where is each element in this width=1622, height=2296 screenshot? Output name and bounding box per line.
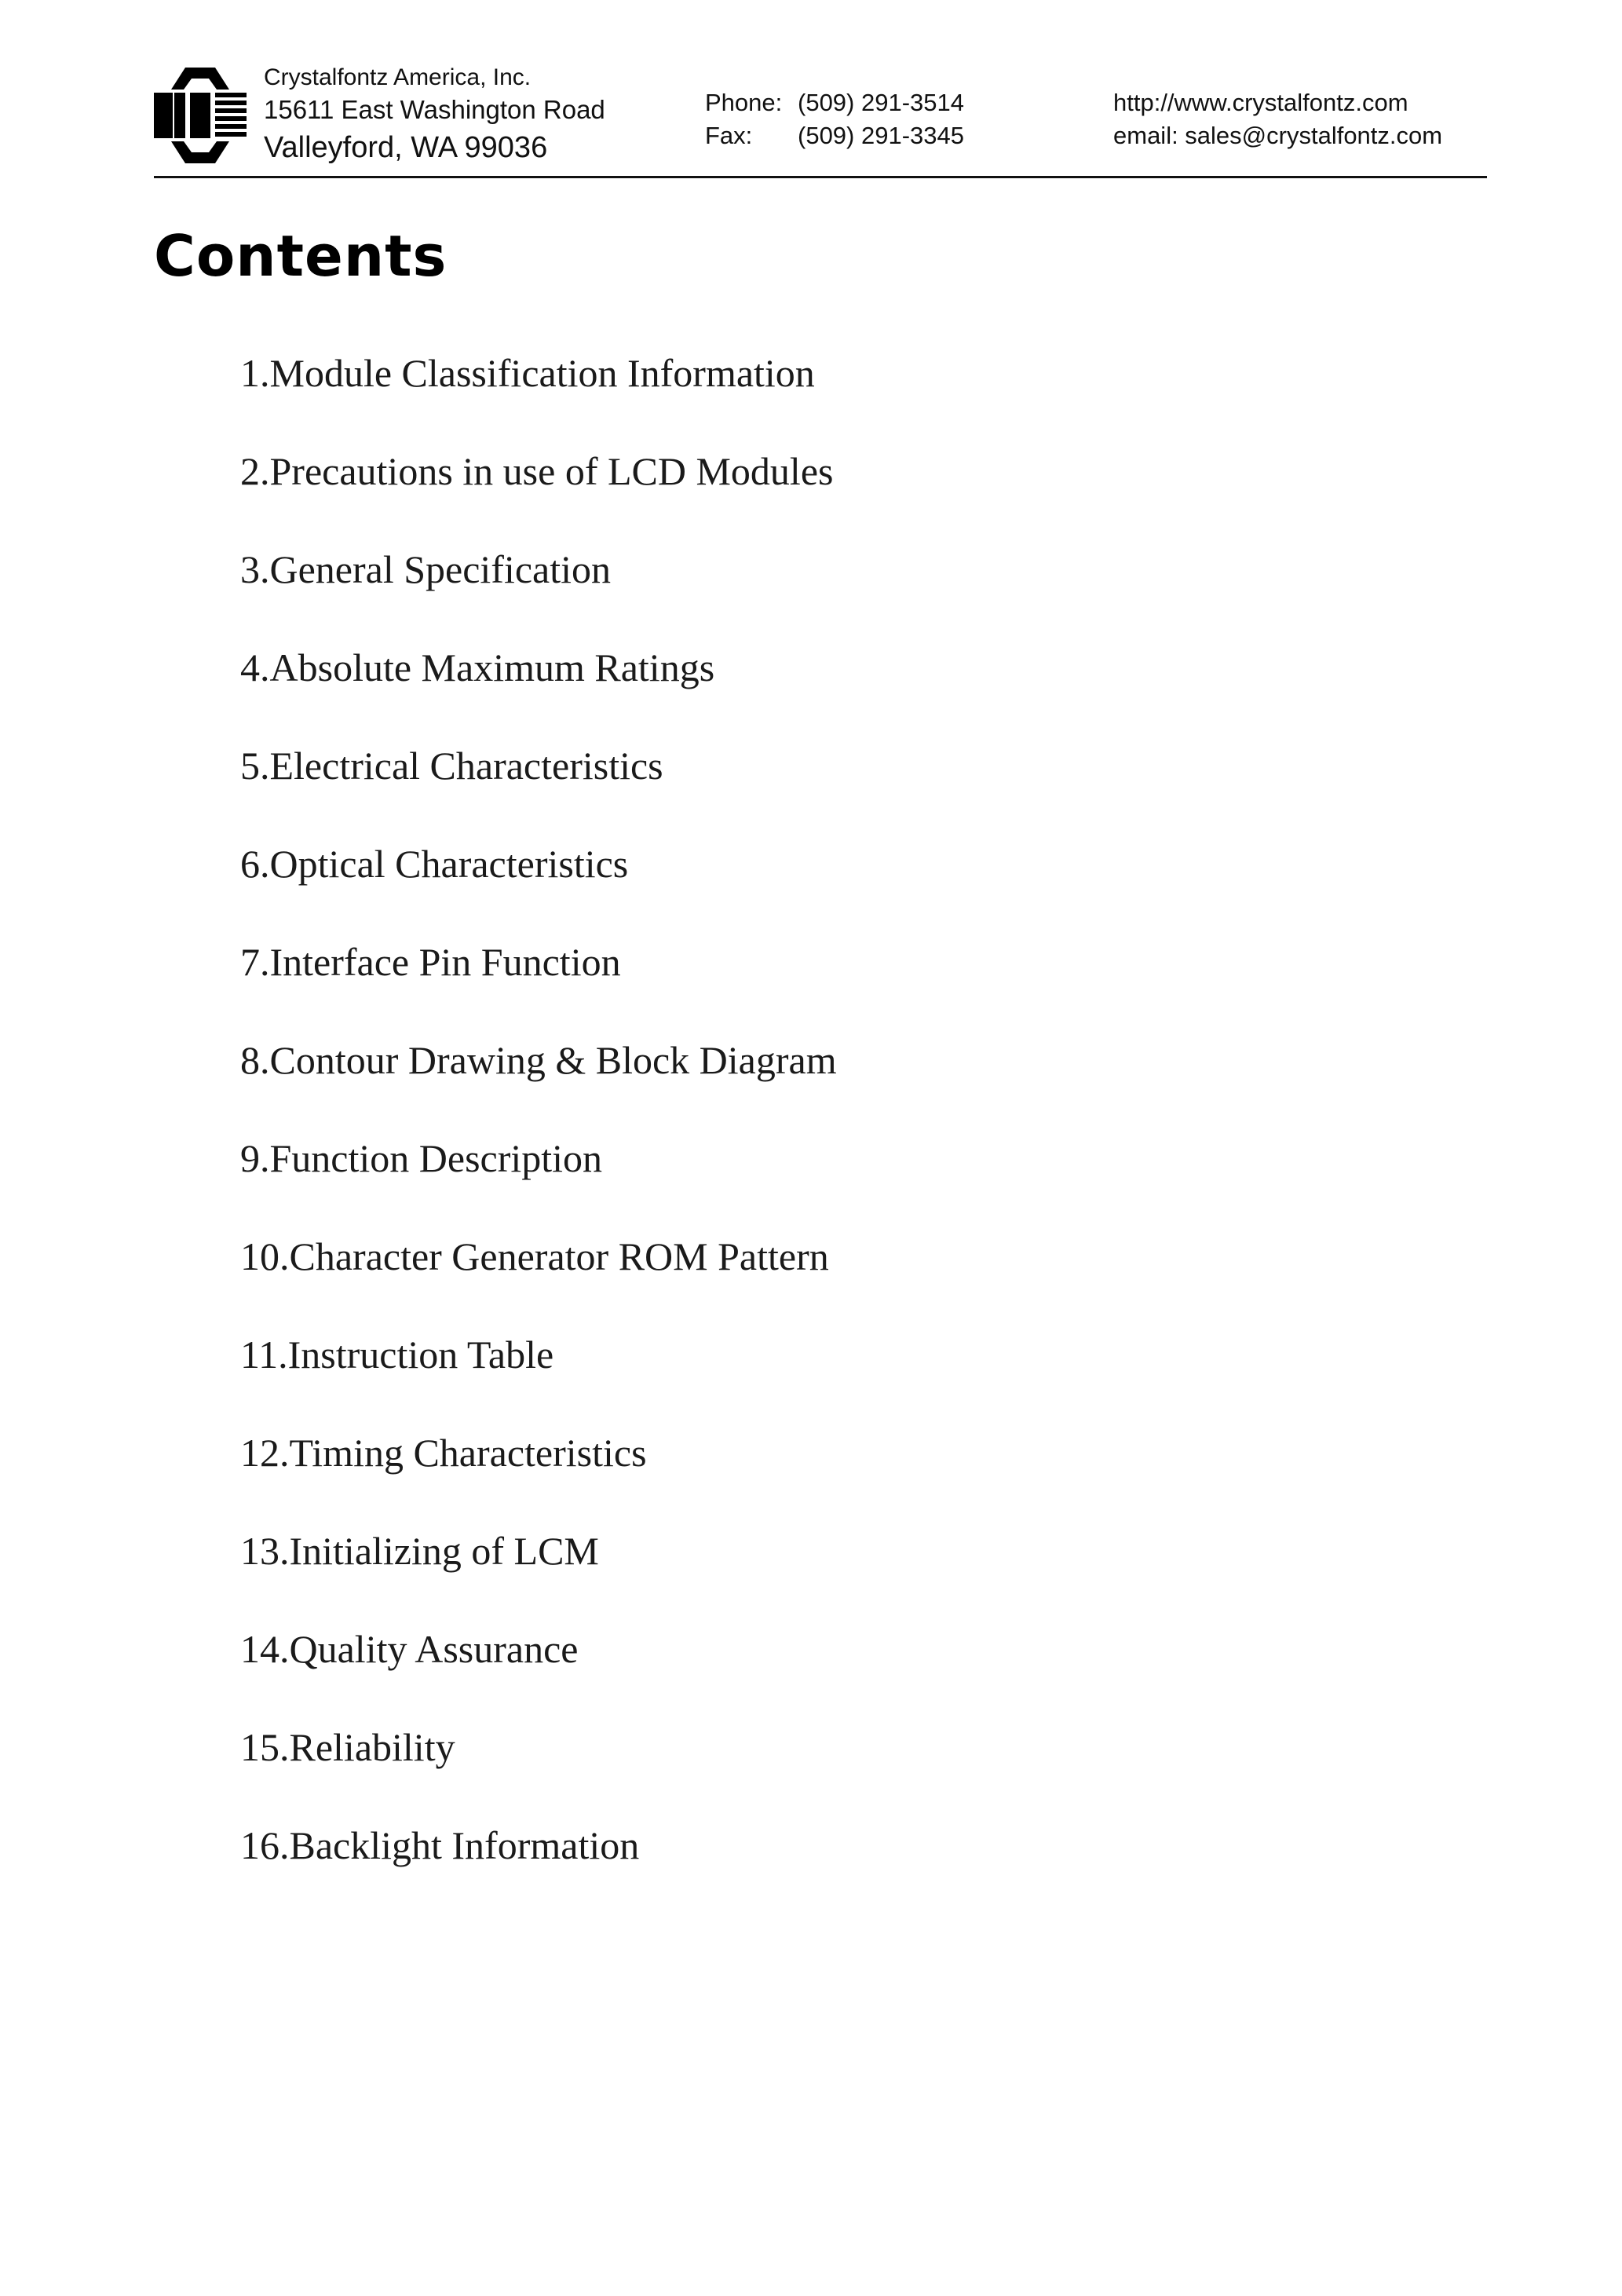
toc-item: 5.Electrical Characteristics <box>240 744 663 788</box>
company-street: 15611 East Washington Road <box>264 95 605 124</box>
table-of-contents <box>240 342 837 1913</box>
toc-item: 11.Instruction Table <box>240 1333 554 1377</box>
toc-item: 7.Interface Pin Function <box>240 940 621 984</box>
toc-item: 15.Reliability <box>240 1725 455 1769</box>
letterhead <box>154 63 1487 179</box>
toc-item: 1.Module Classification Information <box>240 351 815 395</box>
email-link[interactable]: email: sales@crystalfontz.com <box>1113 122 1443 149</box>
toc-item: 10.Character Generator ROM Pattern <box>240 1234 829 1278</box>
toc-item: 13.Initializing of LCM <box>240 1529 599 1573</box>
toc-item: 3.General Specification <box>240 547 612 591</box>
toc-item: 9.Function Description <box>240 1136 603 1180</box>
page-title: Contents <box>154 223 448 289</box>
phone-number: (509) 291-3514 <box>798 89 964 116</box>
web-contact <box>1113 86 1442 152</box>
phone-row <box>705 86 964 119</box>
toc-item: 12.Timing Characteristics <box>240 1431 647 1475</box>
company-address <box>264 63 605 168</box>
toc-item: 6.Optical Characteristics <box>240 842 629 886</box>
fax-label: Fax: <box>705 122 753 149</box>
toc-item: 8.Contour Drawing & Block Diagram <box>240 1038 837 1082</box>
phone-label: Phone: <box>705 89 783 116</box>
company-name: Crystalfontz America, Inc. <box>264 64 532 90</box>
toc-item: 14.Quality Assurance <box>240 1627 579 1671</box>
toc-item: 16.Backlight Information <box>240 1823 640 1867</box>
company-city: Valleyford, WA 99036 <box>264 131 548 164</box>
toc-item: 2.Precautions in use of LCD Modules <box>240 449 834 493</box>
crystalfontz-logo-icon <box>154 64 247 166</box>
fax-row <box>705 119 964 152</box>
toc-item: 4.Absolute Maximum Ratings <box>240 645 715 689</box>
header-divider <box>154 176 1487 178</box>
contact-numbers <box>705 86 964 152</box>
website-link[interactable]: http://www.crystalfontz.com <box>1113 89 1408 116</box>
fax-number: (509) 291-3345 <box>798 122 964 149</box>
